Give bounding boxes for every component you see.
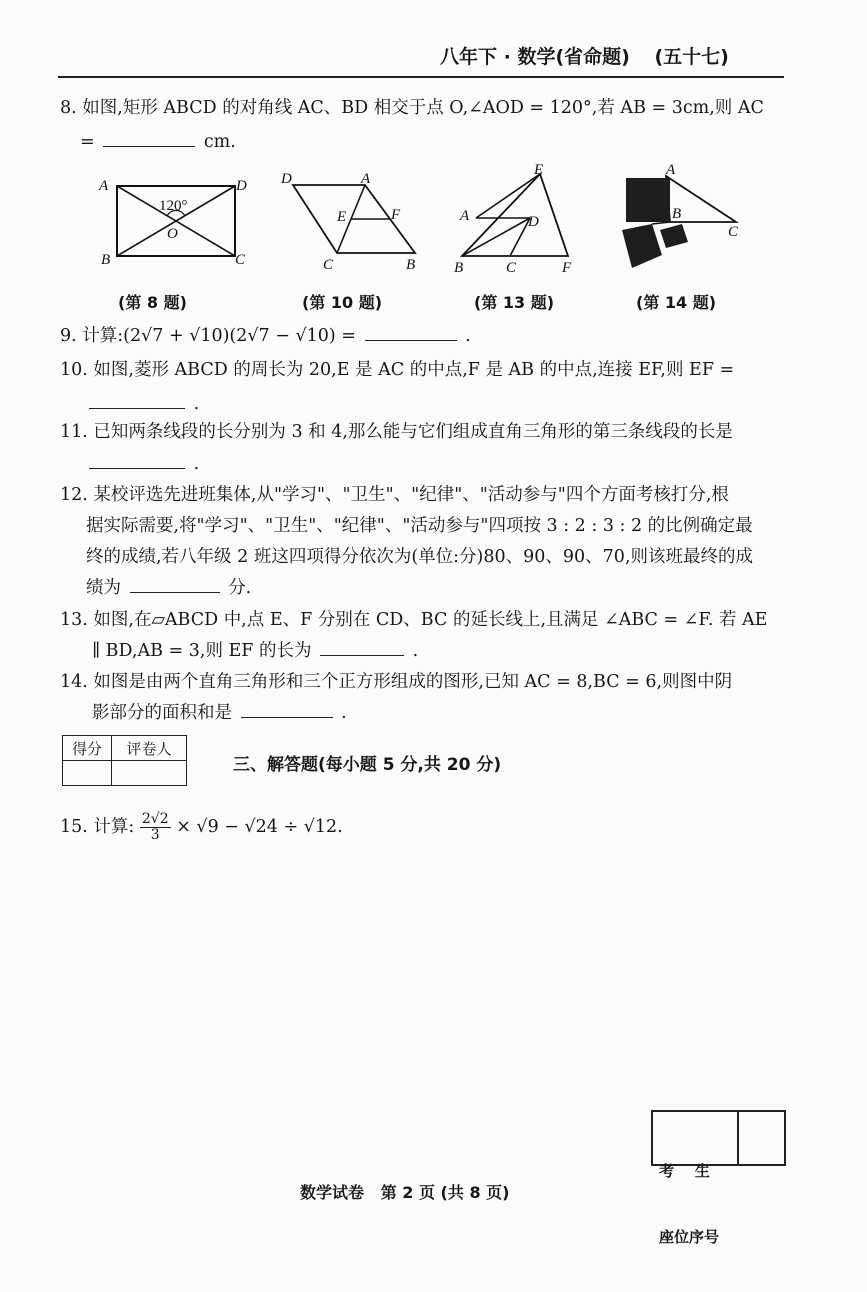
fig14-square-small	[660, 224, 688, 248]
seat-label	[653, 1112, 739, 1246]
q11-answer-blank[interactable]	[89, 454, 185, 469]
figure-10	[275, 165, 430, 277]
header	[440, 42, 729, 69]
fig14-label-b: B	[672, 206, 682, 222]
q15-prefix: 15. 计算:	[60, 817, 135, 837]
fig13-label-b: B	[454, 260, 464, 276]
q8-answer-blank[interactable]	[103, 132, 195, 147]
question-12-line-4	[86, 576, 251, 600]
fig13-label-e: E	[534, 162, 544, 178]
question-12-line-1: 12. 某校评选先进班集体,从"学习"、"卫生"、"纪律"、"活动参与"四个方面考核打分,根	[60, 485, 729, 505]
question-8-line-2	[80, 130, 236, 154]
question-8-line-1: 8. 如图,矩形 ABCD 的对角线 AC、BD 相交于点 O,∠AOD = 120°,若 AB = 3cm,则 AC	[60, 98, 764, 118]
fig14-square-medium	[622, 224, 662, 268]
fig8-label-b: B	[101, 252, 111, 268]
q9-text: 9. 计算:(2√7 + √10)(2√7 − √10) =	[60, 326, 356, 346]
question-15	[60, 812, 343, 843]
q15-expression: × √9 − √24 ÷ √12.	[176, 817, 343, 837]
fig8-angle-label: 120°	[159, 198, 188, 214]
fig14-label-c: C	[728, 224, 739, 240]
figure-14	[600, 160, 760, 280]
question-14-line-1: 14. 如图是由两个直角三角形和三个正方形组成的图形,已知 AC = 8,BC = 6,则图中阴	[60, 672, 733, 692]
question-11-line-1: 11. 已知两条线段的长分别为 3 和 4,那么能与它们组成直角三角形的第三条线段的长是	[60, 422, 733, 442]
question-10-line-2	[86, 392, 199, 416]
page-footer: 数学试卷 第 2 页 (共 8 页)	[300, 1183, 510, 1202]
figure-10-caption: (第 10 题)	[302, 293, 383, 312]
q15-fraction	[140, 812, 171, 843]
q9-period: .	[465, 326, 471, 346]
question-9	[60, 324, 471, 348]
grader-header: 评卷人	[112, 736, 187, 761]
section-3-title: 三、解答题(每小题 5 分,共 20 分)	[233, 755, 502, 775]
question-12-line-2: 据实际需要,将"学习"、"卫生"、"纪律"、"活动参与"四项按 3 : 2 : 3 : 2 的比例确定最	[86, 516, 753, 536]
q8-equals: =	[80, 132, 95, 152]
q13-period: .	[412, 641, 419, 661]
figure-8	[95, 168, 265, 273]
q13-answer-blank[interactable]	[320, 641, 404, 656]
figure-13	[448, 160, 588, 280]
q15-fraction-denominator: 3	[150, 827, 160, 843]
fig10-label-f: F	[391, 207, 401, 223]
q12-suffix: 分.	[228, 578, 252, 598]
seat-number-box	[651, 1110, 786, 1246]
fig10-label-d: D	[281, 171, 292, 187]
question-13-line-1: 13. 如图,在▱ABCD 中,点 E、F 分别在 CD、BC 的延长线上,且满足 ∠ABC = ∠F. 若 AE	[60, 610, 768, 630]
q14-answer-blank[interactable]	[241, 703, 333, 718]
fig14-square-large	[626, 178, 670, 222]
score-table	[62, 735, 187, 786]
q10-answer-blank[interactable]	[89, 394, 185, 409]
q12-answer-blank[interactable]	[130, 578, 220, 593]
question-12-line-3: 终的成绩,若八年级 2 班这四项得分依次为(单位:分)80、90、90、70,则该班最终的成	[86, 547, 754, 567]
fig10-label-e: E	[337, 209, 347, 225]
q10-period: .	[193, 394, 200, 414]
question-14-line-2	[92, 701, 347, 725]
question-11-line-2	[86, 452, 199, 476]
header-rule	[58, 76, 784, 78]
fig8-label-o: O	[167, 226, 178, 242]
seat-label-line-2: 座位序号	[659, 1228, 720, 1246]
q15-fraction-numerator: 2√2	[141, 811, 169, 827]
q13-prefix: ∥ BD,AB = 3,则 EF 的长为	[92, 641, 312, 661]
seat-number-input[interactable]	[741, 1112, 784, 1164]
fig8-label-a: A	[99, 178, 109, 194]
fig13-label-c: C	[506, 260, 517, 276]
fig10-label-a: A	[361, 171, 371, 187]
grader-cell[interactable]	[112, 761, 187, 786]
question-13-line-2	[92, 639, 418, 663]
fig13-label-d: D	[528, 214, 539, 230]
figure-8-caption: (第 8 题)	[118, 293, 187, 312]
fig14-label-a: A	[666, 162, 676, 178]
fig10-label-b: B	[406, 257, 416, 273]
figure-13-caption: (第 13 题)	[474, 293, 555, 312]
fig8-label-d: D	[236, 178, 247, 194]
header-code: (五十七)	[654, 46, 729, 68]
header-title: 八年下 · 数学(省命题)	[440, 46, 630, 68]
fig8-label-c: C	[235, 252, 246, 268]
q8-unit: cm.	[203, 132, 236, 152]
score-cell[interactable]	[63, 761, 112, 786]
fig10-label-c: C	[323, 257, 334, 273]
score-header: 得分	[63, 736, 112, 761]
seat-label-line-1: 考 生	[659, 1162, 710, 1180]
q14-period: .	[341, 703, 347, 723]
fig13-label-f: F	[562, 260, 572, 276]
fig13-label-a: A	[460, 208, 470, 224]
q9-answer-blank[interactable]	[365, 326, 457, 341]
q11-period: .	[193, 454, 200, 474]
question-10-line-1: 10. 如图,菱形 ABCD 的周长为 20,E 是 AC 的中点,F 是 AB 的中点,连接 EF,则 EF =	[60, 360, 735, 380]
figure-14-caption: (第 14 题)	[636, 293, 717, 312]
q14-prefix: 影部分的面积和是	[92, 703, 232, 723]
q12-prefix: 绩为	[86, 578, 121, 598]
